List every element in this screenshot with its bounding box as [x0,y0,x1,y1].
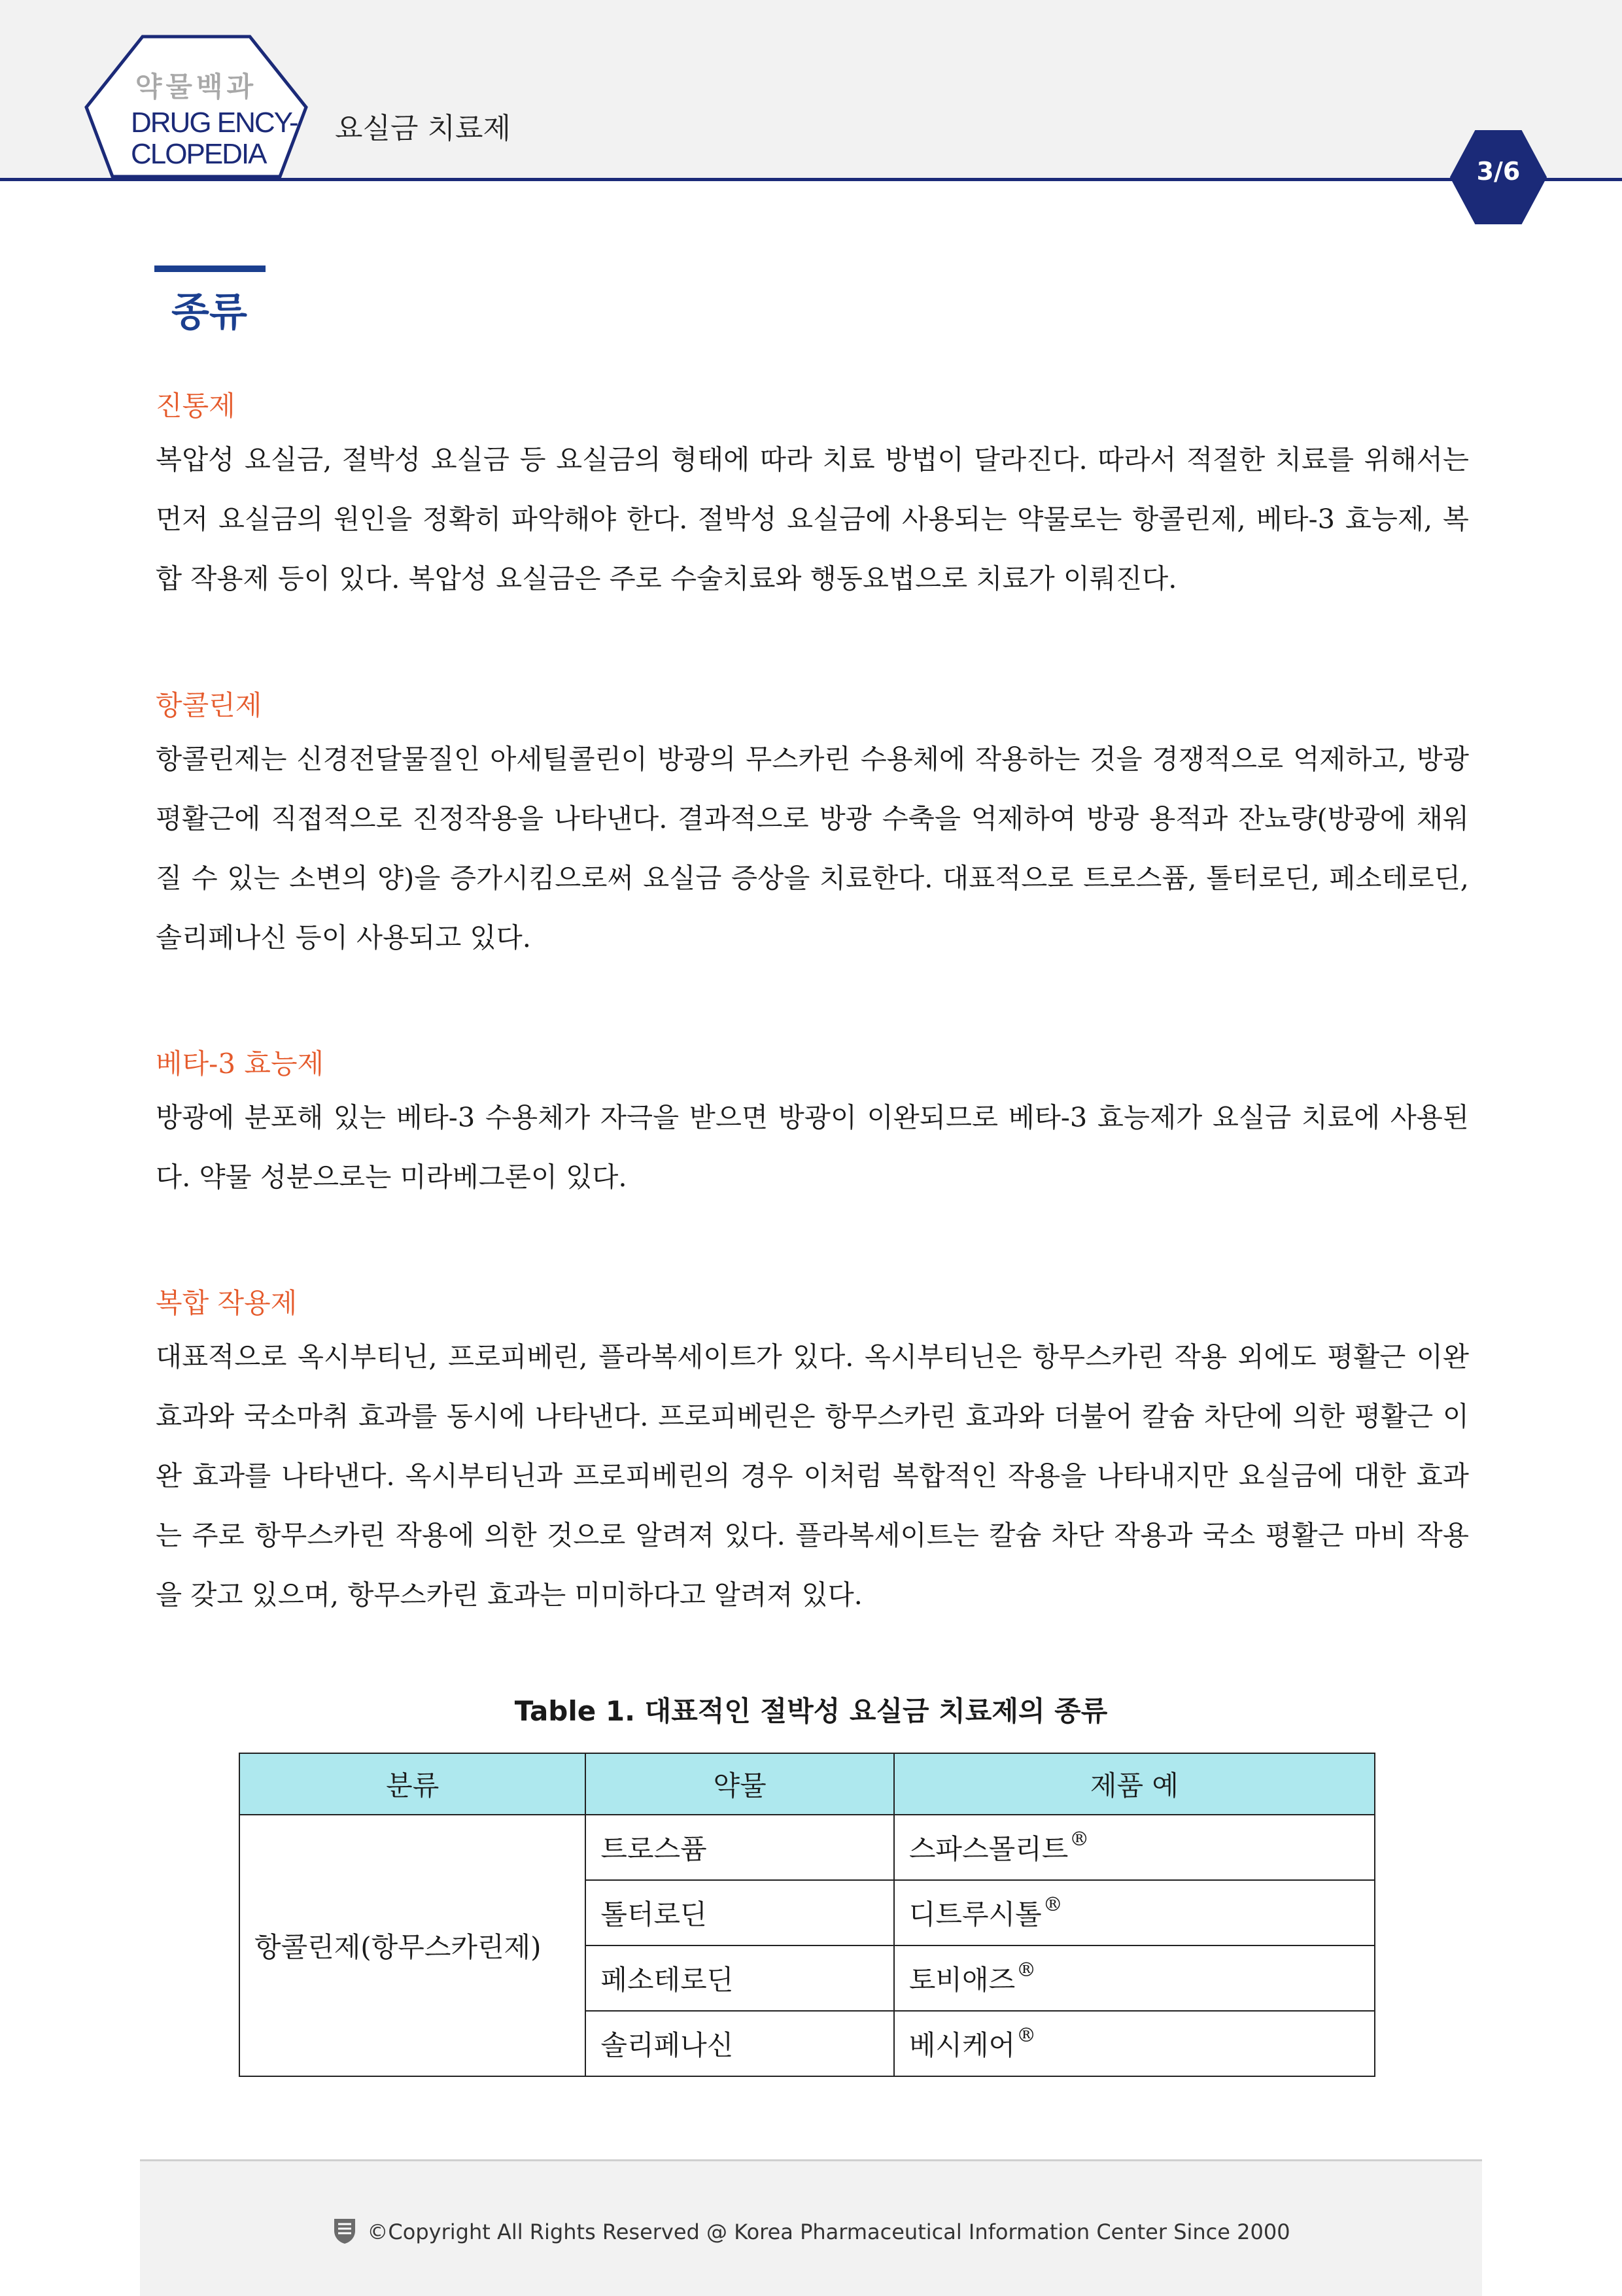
logo-english-text: DRUG ENCY- CLOPEDIA [131,107,298,170]
registered-mark: ® [1016,1959,1037,1981]
page-indicator-badge [1449,128,1547,226]
section-title: 종류 [171,290,247,335]
subtitle-anticholinergic: 항콜린제 [156,689,262,721]
table-row [239,1815,1375,1880]
page-indicator-text: 3/6 [1476,157,1521,186]
product-name: 베시케어 [908,2029,1016,2061]
table-cell-drug: 페소테로딘 [585,1945,893,2011]
table-cell-product [894,1880,1375,1945]
registered-mark: ® [1043,1893,1063,1916]
drug-table [239,1753,1375,2077]
product-name: 토비애즈 [908,1964,1016,1996]
table-caption: Table 1. 대표적인 절박성 요실금 치료제의 종류 [514,1695,1108,1727]
paragraph-combined-agents: 대표적으로 옥시부티닌, 프로피베린, 플라복세이트가 있다. 옥시부티닌은 항무스카린 작용 외에도 평활근 이완 효과와 국소마취 효과를 동시에 나타낸다. 프로피베린은 항무스카린 효과와 더불어 칼슘 차단에 의한 평활근 이완 효과를 나타낸다. 옥시부티닌과 프로피베린의 경우 이처럼 복합적인 작용을 나타내지만 요실금에 대한 효과는 주로 항무스카린 작용에 의한 것으로 알려져 있다. 플라복세이트는 칼슘 차단 작용과 국소 평활근 마비 작용을 갖고 있으며, 항무스카린 효과는 미미하다고 알려져 있다. [156,1341,1469,1611]
table-header-drug: 약물 [585,1753,893,1815]
table-cell-product [894,1945,1375,2011]
table-cell-product [894,1815,1375,1880]
product-name: 스파스몰리트 [908,1833,1069,1865]
kpic-emblem-icon [332,2216,358,2250]
table-header-row [239,1753,1375,1815]
copyright-text: ©Copyright All Rights Reserved @ Korea Pharmaceutical Information Center Since 2000 [367,2219,1290,2244]
registered-mark: ® [1069,1828,1090,1851]
registered-mark: ® [1016,2024,1037,2047]
subtitle-combined-agents: 복합 작용제 [156,1287,298,1319]
paragraph-beta3-agonist: 방광에 분포해 있는 베타-3 수용체가 자극을 받으면 방광이 이완되므로 베타-3 효능제가 요실금 치료에 사용된다. 약물 성분으로는 미라베그론이 있다. [156,1101,1469,1193]
table-cell-drug: 트로스퓸 [585,1815,893,1880]
table-cell-drug: 톨터로딘 [585,1880,893,1945]
logo-korean-text: 약물백과 [135,71,258,103]
page-footer [140,2159,1482,2296]
section-accent-bar [154,266,266,272]
paragraph-analgesic: 복압성 요실금, 절박성 요실금 등 요실금의 형태에 따라 치료 방법이 달라진다. 따라서 적절한 치료를 위해서는 먼저 요실금의 원인을 정확히 파악해야 한다. 절박성 요실금에 사용되는 약물로는 항콜린제, 베타-3 효능제, 복합 작용제 등이 있다. 복압성 요실금은 주로 수술치료와 행동요법으로 치료가 이뤄진다. [156,443,1469,594]
table-header-category: 분류 [239,1753,585,1815]
document-title: 요실금 치료제 [335,112,511,145]
subtitle-analgesic: 진통제 [156,390,235,422]
table-header-product: 제품 예 [894,1753,1375,1815]
table-cell-drug: 솔리페나신 [585,2011,893,2076]
table-cell-category: 항콜린제(항무스카린제) [239,1815,585,2076]
footer-copyright [140,2216,1482,2250]
product-name: 디트루시톨 [908,1898,1042,1930]
drug-encyclopedia-logo [84,34,309,182]
paragraph-anticholinergic: 항콜린제는 신경전달물질인 아세틸콜린이 방광의 무스카린 수용체에 작용하는 것을 경쟁적으로 억제하고, 방광 평활근에 직접적으로 진정작용을 나타낸다. 결과적으로 방광 수축을 억제하여 방광 용적과 잔뇨량(방광에 채워질 수 있는 소변의 양)을 증가시킴으로써 요실금 증상을 치료한다. 대표적으로 트로스퓸, 톨터로딘, 페소테로딘, 솔리페나신 등이 사용되고 있다. [156,743,1469,953]
subtitle-beta3-agonist: 베타-3 효능제 [156,1048,324,1080]
table-cell-product [894,2011,1375,2076]
